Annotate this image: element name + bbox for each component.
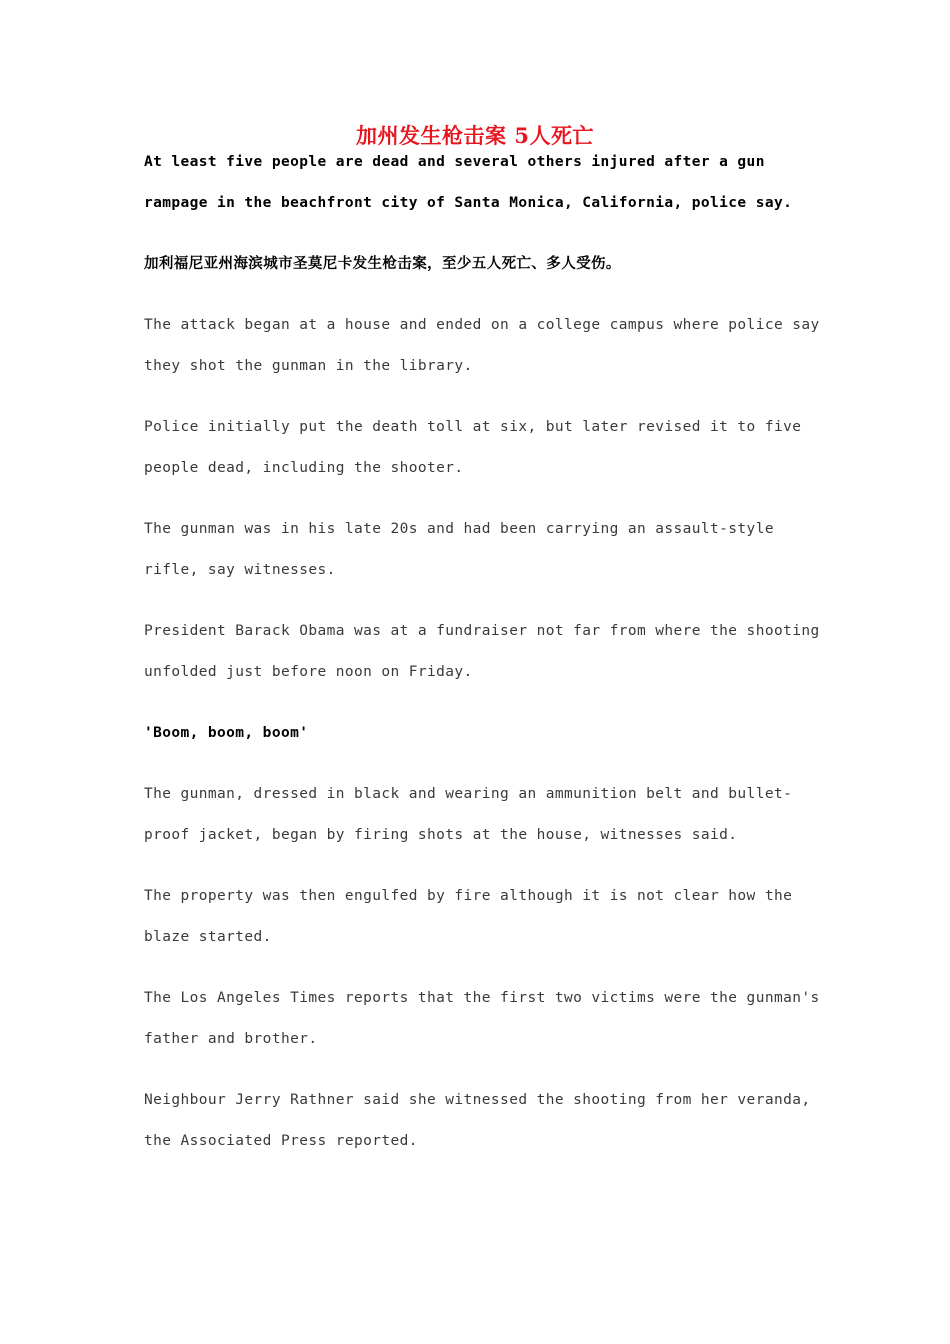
section-heading: 'Boom, boom, boom' [144,725,309,741]
article-body [144,142,824,1162]
article-title: 加州发生枪击案 5人死亡 [356,123,594,148]
body-paragraph: The gunman, dressed in black and wearing an ammunition belt and bullet-proof jacket, began by firing shots at the house, witnesses said. [144,786,793,843]
lead-paragraph: At least five people are dead and several others injured after a gun rampage in the beachfront city of Santa Monica, California, police say. [144,154,793,211]
body-paragraph: President Barack Obama was at a fundraiser not far from where the shooting unfolded just before noon on Friday. [144,623,820,680]
body-paragraph: The property was then engulfed by fire although it is not clear how the blaze started. [144,888,793,945]
body-paragraph: The gunman was in his late 20s and had been carrying an assault-style rifle, say witnesses. [144,521,774,578]
chinese-summary-paragraph: 加利福尼亚州海滨城市圣莫尼卡发生枪击案，至少五人死亡、多人受伤。 [144,256,621,272]
body-paragraph: The Los Angeles Times reports that the first two victims were the gunman's father and brother. [144,990,820,1047]
body-paragraph: Police initially put the death toll at six, but later revised it to five people dead, including the shooter. [144,419,802,476]
body-paragraph: Neighbour Jerry Rathner said she witnessed the shooting from her veranda, the Associated Press reported. [144,1092,811,1149]
body-paragraph: The attack began at a house and ended on a college campus where police say they shot the gunman in the library. [144,317,820,374]
